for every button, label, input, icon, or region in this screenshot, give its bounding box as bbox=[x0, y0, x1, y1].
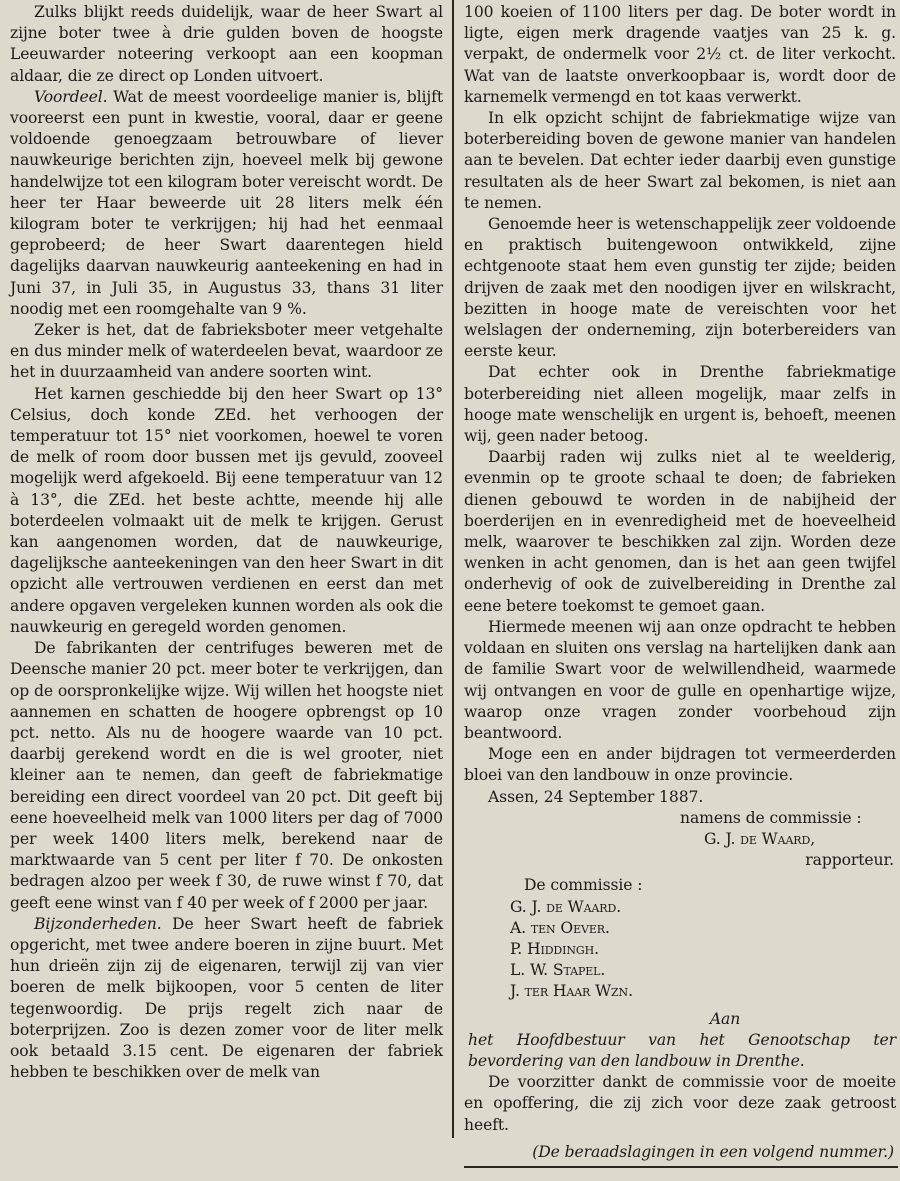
left-column bbox=[10, 2, 443, 1083]
closing-note: (De beraadslagingen in een volgend nummer.) bbox=[532, 1142, 894, 1161]
committee-title: De commissie : bbox=[524, 876, 643, 895]
paragraph-voordeel bbox=[10, 87, 443, 320]
bottom-rule bbox=[464, 1166, 898, 1168]
paragraph-factory-recommended: In elk opzicht schijnt de fabriekmatige wijze van boterbereiding boven de gewone manier van handelen aan te bevelen. Dat echter ieder daarbij even gunstige resultaten als de heer Swart zal bekomen, is niet aan te nemen. bbox=[464, 109, 896, 212]
heading-voordeel: Voordeel. bbox=[34, 87, 108, 106]
paragraph-bijzonderheden-text: De heer Swart heeft de fabriek opgericht, met twee andere boeren in zijne buurt. Met hun drieën zijn zij de eigenaren, terwijl zij van vier boeren de melk bijkoopen, voor 5 centen de liter tegenwoordig. De prijs regelt zich naar de boterprijzen. Zoo is dezen zomer voor de liter melk ook betaald 3.15 cent. De eigenaren der fabriek hebben te beschikken over de melk van bbox=[10, 914, 443, 1082]
right-column bbox=[464, 2, 896, 1163]
paragraph-wish: Moge een en ander bijdragen tot vermeerderden bloei van den landbouw in onze provincie. bbox=[464, 745, 896, 785]
paragraph-centrifuge-yield: De fabrikanten der centrifuges beweren met de Deensche manier 20 pct. meer boter te verkrijgen, dan op de oorspronkelijke wijze. Wij willen het hoogste niet aannemen en schatten de hoogere opbrengst op 10 pct. netto. Als nu de hoogere waarde van 10 pct. daarbij gerekend wordt en die is wel grooter, niet kleiner aan te nemen, dan geeft de fabriekmatige bereiding een direct voordeel van 20 pct. Dit geeft bij eene hoeveelheid melk van 1000 liters per dag of 7000 per week 1400 liters melk, berekend naar de marktwaarde van 5 cent per liter f 70. De onkosten bedragen alzoo per week f 30, de ruwe winst f 70, dat geeft eene winst van f 40 per week of f 2000 per jaar. bbox=[10, 639, 443, 912]
committee-member: G. J. de Waard. bbox=[510, 897, 622, 916]
address-aan: Aan bbox=[709, 1009, 741, 1028]
paragraph-factory-butter-fat: Zeker is het, dat de fabrieksboter meer vetgehalte en dus minder melk of waterdeelen bevat, waardoor ze het in duurzaamheid van andere soorten wint. bbox=[10, 321, 443, 382]
paragraph-swart-qualities: Genoemde heer is wetenschappelijk zeer voldoende en praktisch buitengewoon ontwikkeld, zijne echtgenoote staat hem even gunstig ter zijde; beiden drijven de zaak met den noodigen ijver en wilskracht, bezitten in hooge mate de vereischten voor het welslagen der onderneming, zijn boterbereiders van eerste keur. bbox=[464, 215, 896, 361]
paragraph-thanks: Hiermede meenen wij aan onze opdracht te hebben voldaan en sluiten ons verslag na hartelijken dank aan de familie Swart voor de welwillendheid, waarmede wij ontvangen en voor de gulle en openhartige wijze, waarop onze vragen zonder voorbehoud zijn beantwoord. bbox=[464, 617, 896, 742]
paragraph-voordeel-text: Wat de meest voordeelige manier is, blijft vooreerst een punt in kwestie, vooral, daar er geene voldoende genoegzaam betrouwbare of liever nauwkeurige berichten zijn, hoeveel melk bij gewone handelwijze tot een kilogram boter vereischt wordt. De heer ter Haar beweerde uit 28 liters melk één kilogram boter te verkrijgen; hij had het eenmaal geprobeerd; de heer Swart daarentegen hield dagelijks daarvan nauwkeurig aanteekening en had in Juni 37, in Juli 35, in Augustus 33, thans 31 liter noodig met een roomgehalte van 9 %. bbox=[10, 87, 443, 318]
signature-rapporteur-title: rapporteur. bbox=[805, 851, 894, 870]
paragraph-churning-temperature: Het karnen geschiedde bij den heer Swart op 13° Celsius, doch konde ZEd. het verhoogen der temperatuur tot 15° niet voorkomen, hoewel te voren de melk of room door bussen met ijs gevuld, zooveel mogelijk werd afgekoeld. Bij eene temperatuur van 12 à 13°, die ZEd. het beste achtte, meende hij alle boterdeelen volmaakt uit de melk te krijgen. Gerust kan aangenomen worden, dat de nauwkeurige, dagelijksche aanteekeningen van den heer Swart in dit opzicht alle vertrouwen verdienen en eerst dan met andere opgaven vergeleken kunnen worden als ook die nauwkeurig en geregeld worden genomen. bbox=[10, 384, 443, 636]
column-divider bbox=[452, 0, 454, 1138]
committee-member: P. Hiddingh. bbox=[510, 939, 599, 958]
paragraph-cows-liters: 100 koeien of 1100 liters per dag. De boter wordt in ligte, eigen merk dragende vaatjes van 25 k. g. verpakt, de ondermelk voor 2½ ct. de liter verkocht. Wat van de laatste onverkoopbaar is, wordt door de karnemelk vermengd en tot kaas verwerkt. bbox=[464, 3, 896, 106]
paragraph-swart-butter-sales: Zulks blijkt reeds duidelijk, waar de heer Swart al zijne boter twee à drie gulden boven de hoogste Leeuwarder notеering verkoopt aan een koopman aldaar, die ze direct op Londen uitvoert. bbox=[10, 3, 443, 85]
committee-member: L. W. Stapel. bbox=[510, 961, 606, 980]
signature-line-namens: namens de commissie : bbox=[680, 808, 862, 827]
addressee: het Hoofdbestuur van het Genootschap ter bevordering van den landbouw in Drenthe. bbox=[468, 1030, 896, 1070]
paragraph-drenthe-need: Dat echter ook in Drenthe fabriekmatige boterbereiding niet alleen mogelijk, maar zelfs in hooge mate wenschelijk en urgent is, behoeft, meenen wij, geen nader betoog. bbox=[464, 363, 896, 446]
dateline: Assen, 24 September 1887. bbox=[488, 787, 704, 806]
signature-rapporteur-name: G. J. de Waard, bbox=[704, 829, 816, 848]
committee-member: A. ten Oever. bbox=[510, 918, 610, 937]
paragraph-chairman-thanks: De voorzitter dankt de commissie voor de moeite en opoffering, die zij zich voor deze zaak getroost heeft. bbox=[464, 1073, 896, 1134]
committee-member: J. ter Haar Wzn. bbox=[510, 982, 633, 1001]
paragraph-bijzonderheden bbox=[10, 914, 443, 1084]
heading-bijzonderheden: Bijzonderheden. bbox=[34, 914, 162, 933]
paragraph-advice: Daarbij raden wij zulks niet al te weelderig, evenmin op te groote schaal te doen; de fabrieken dienen gebouwd te worden in de nabijheid der boerderijen en in evenredigheid met de hoeveelheid melk, waarover te beschikken zal zijn. Worden deze wenken in acht genomen, dan is het aan geen twijfel onderhevig of ook de zuivelbereiding in Drenthe zal eene betere toekomst te gemoet gaan. bbox=[464, 448, 896, 615]
committee-members bbox=[464, 875, 896, 1002]
